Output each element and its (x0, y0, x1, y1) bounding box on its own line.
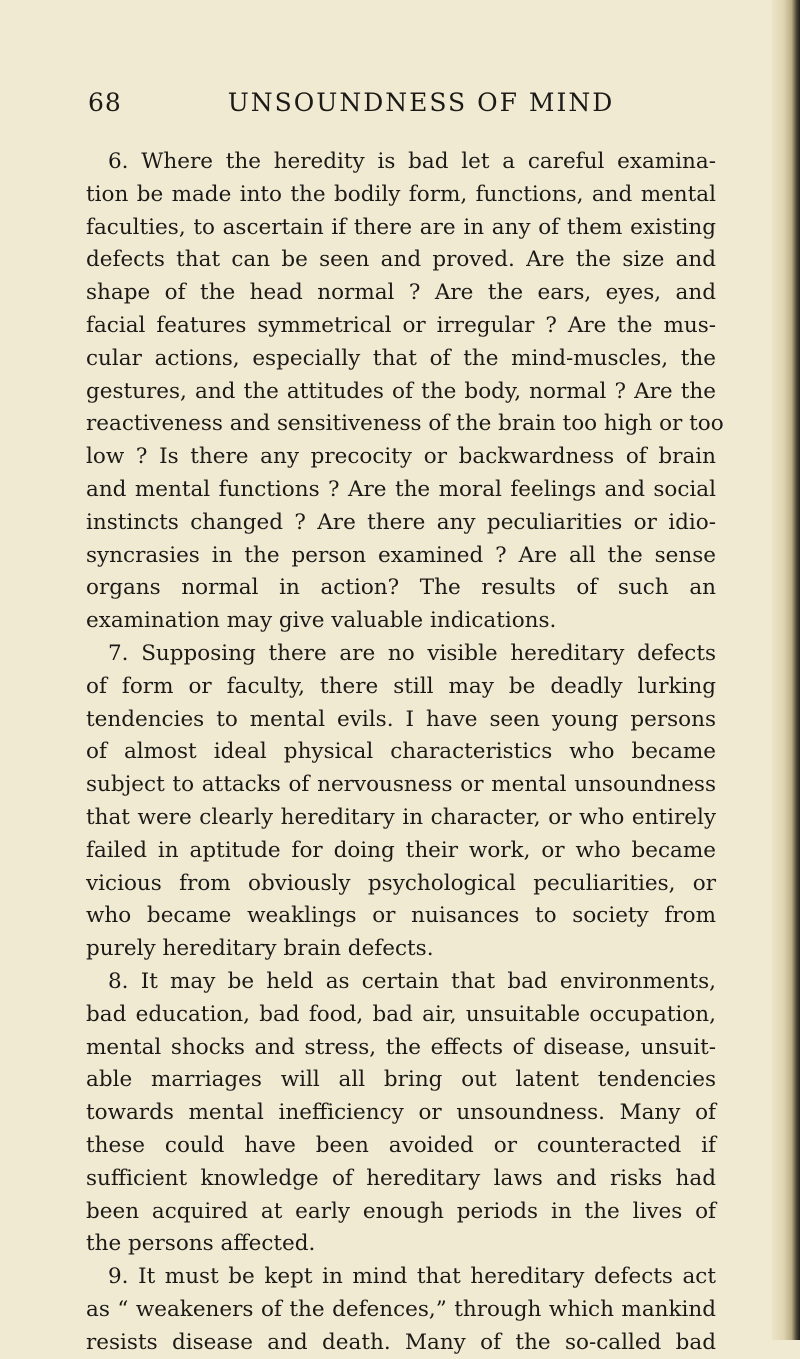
text-line: examination may give valuable indications. (86, 608, 557, 634)
text-line: gestures, and the attitudes of the body, normal ? Are the (86, 378, 716, 404)
text-line: organs normal in action? The results of such an (86, 575, 716, 601)
text-line: facial features symmetrical or irregular ? Are the mus- (86, 312, 716, 338)
text-line: instincts changed ? Are there any peculiarities or idio- (86, 509, 716, 535)
text-line: purely hereditary brain defects. (86, 936, 434, 962)
text-line: cular actions, especially that of the mind-muscles, the (86, 345, 716, 371)
text-line: and mental functions ? Are the moral feelings and social (86, 476, 716, 502)
text-line: the persons affected. (86, 1231, 316, 1257)
text-line: 8. It may be held as certain that bad environments, (108, 968, 716, 994)
text-line: low ? Is there any precocity or backwardness of brain (86, 444, 716, 470)
text-line: faculties, to ascertain if there are in any of them existing (86, 214, 716, 240)
text-line: able marriages will all bring out latent tendencies (86, 1067, 716, 1093)
body-text (86, 146, 724, 1359)
text-line: reactiveness and sensitiveness of the brain too high or too (86, 411, 724, 437)
text-line: syncrasies in the person examined ? Are all the sense (86, 542, 716, 568)
running-head (88, 88, 714, 122)
page-binding-edge (772, 0, 800, 1340)
text-line: shape of the head normal ? Are the ears, eyes, and (86, 280, 716, 306)
text-line: defects that can be seen and proved. Are the size and (86, 247, 716, 273)
text-line: resists disease and death. Many of the so-called bad (86, 1329, 716, 1355)
text-line: towards mental inefficiency or unsoundness. Many of (86, 1100, 716, 1126)
text-line: these could have been avoided or counteracted if (86, 1132, 716, 1158)
text-line: vicious from obviously psychological peculiarities, or (86, 870, 716, 896)
text-line: who became weaklings or nuisances to society from (86, 903, 716, 929)
text-line: mental shocks and stress, the effects of disease, unsuit- (86, 1034, 716, 1060)
text-line: as “ weakeners of the defences,” through which mankind (86, 1296, 716, 1322)
text-line: sufficient knowledge of hereditary laws and risks had (86, 1165, 716, 1191)
text-line: of form or faculty, there still may be deadly lurking (86, 673, 716, 699)
text-line: 9. It must be kept in mind that hereditary defects act (108, 1264, 716, 1290)
text-line: tion be made into the bodily form, functions, and mental (86, 181, 716, 207)
text-line: failed in aptitude for doing their work, or who became (86, 837, 716, 863)
text-line: that were clearly hereditary in character, or who entirely (86, 804, 716, 830)
text-line: been acquired at early enough periods in the lives of (86, 1198, 716, 1224)
text-line: 7. Supposing there are no visible hereditary defects (108, 640, 716, 666)
text-line: 6. Where the heredity is bad let a careful examina- (108, 149, 716, 174)
page-number: 68 (88, 88, 122, 117)
running-head-title: UNSOUNDNESS OF MIND (227, 88, 615, 117)
text-line: subject to attacks of nervousness or mental unsoundness (86, 772, 716, 798)
text-line: tendencies to mental evils. I have seen young persons (86, 706, 716, 732)
text-line: of almost ideal physical characteristics who became (86, 739, 716, 765)
text-line: bad education, bad food, bad air, unsuitable occupation, (86, 1001, 716, 1027)
